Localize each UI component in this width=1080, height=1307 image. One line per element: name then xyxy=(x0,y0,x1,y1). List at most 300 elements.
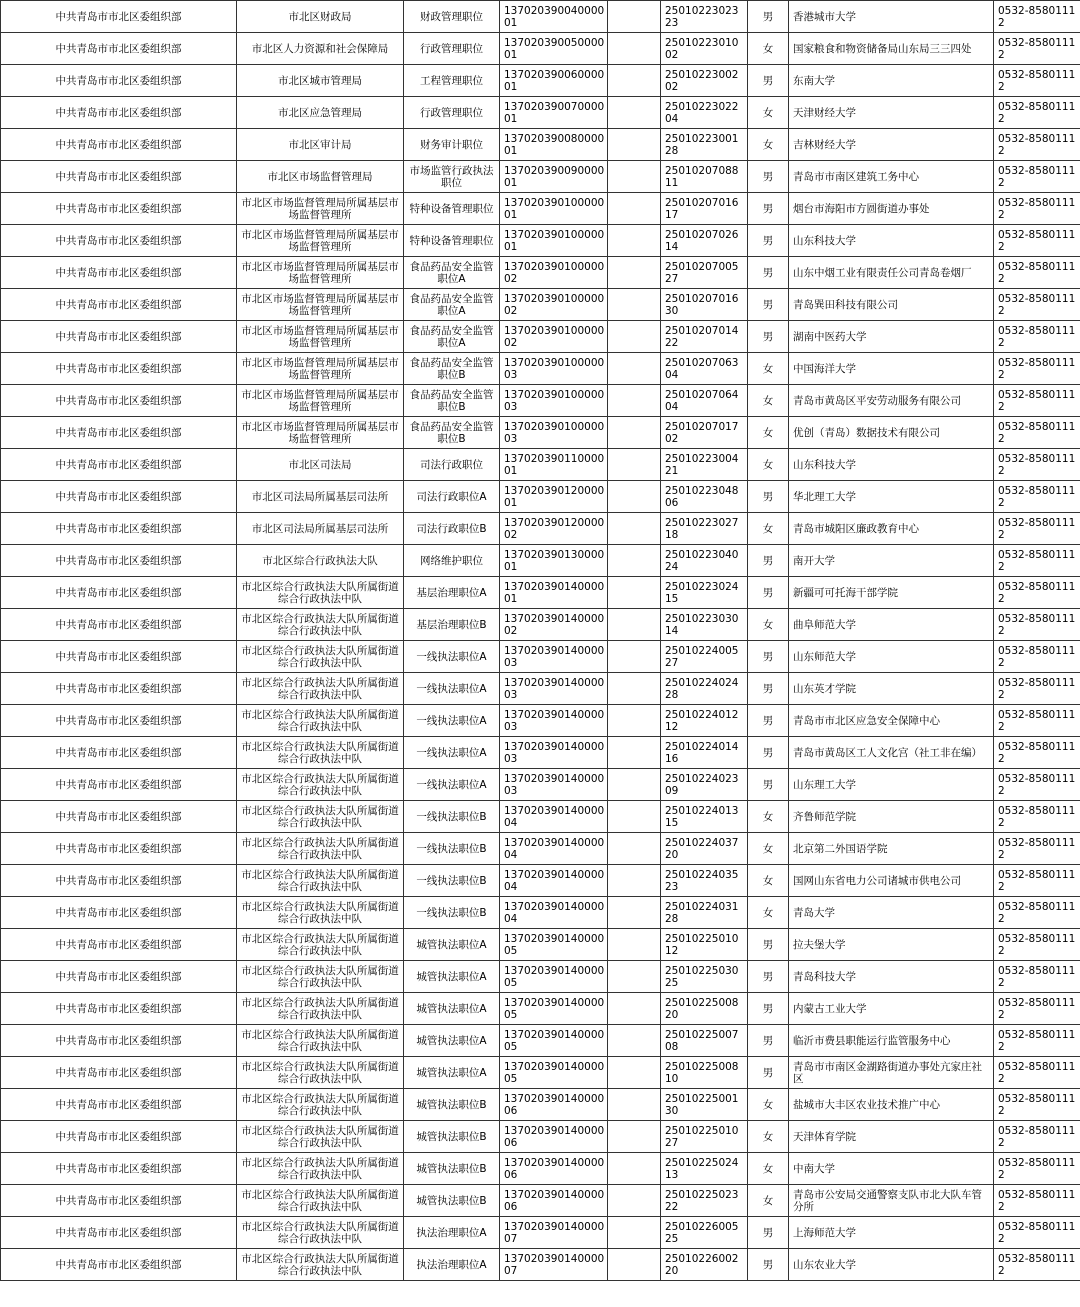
cell-contact-phone: 0532-85801112 xyxy=(994,385,1080,417)
cell-hiring-unit: 市北区市场监督管理局所属基层市场监督管理所 xyxy=(237,353,404,385)
cell-agency: 中共青岛市市北区委组织部 xyxy=(1,1121,237,1153)
table-row xyxy=(1,1089,1080,1121)
cell-position-name: 市场监管行政执法职位 xyxy=(404,161,500,193)
cell-exam-ticket: 2501022303014 xyxy=(661,609,748,641)
table-row xyxy=(1,641,1080,673)
table-row xyxy=(1,1153,1080,1185)
cell-position-name: 城管执法职位B xyxy=(404,1153,500,1185)
cell-contact-phone: 0532-85801112 xyxy=(994,1121,1080,1153)
cell-gender: 男 xyxy=(748,993,789,1025)
cell-gender: 女 xyxy=(748,385,789,417)
cell-empty xyxy=(608,1121,661,1153)
cell-position-code: 13702039013000001 xyxy=(500,545,608,577)
cell-hiring-unit: 市北区应急管理局 xyxy=(237,97,404,129)
cell-contact-phone: 0532-85801112 xyxy=(994,993,1080,1025)
cell-exam-ticket: 2501022500820 xyxy=(661,993,748,1025)
cell-position-name: 城管执法职位A xyxy=(404,1025,500,1057)
cell-empty xyxy=(608,545,661,577)
cell-gender: 女 xyxy=(748,129,789,161)
cell-position-code: 13702039014000005 xyxy=(500,993,608,1025)
table-row xyxy=(1,577,1080,609)
cell-exam-ticket: 2501022401416 xyxy=(661,737,748,769)
cell-gender: 男 xyxy=(748,705,789,737)
table-row xyxy=(1,1025,1080,1057)
cell-agency: 中共青岛市市北区委组织部 xyxy=(1,353,237,385)
cell-position-name: 城管执法职位A xyxy=(404,929,500,961)
cell-hiring-unit: 市北区市场监督管理局 xyxy=(237,161,404,193)
table-row xyxy=(1,289,1080,321)
cell-position-name: 一线执法职位A xyxy=(404,769,500,801)
cell-position-name: 一线执法职位B xyxy=(404,833,500,865)
cell-agency: 中共青岛市市北区委组织部 xyxy=(1,993,237,1025)
cell-contact-phone: 0532-85801112 xyxy=(994,1,1080,33)
cell-agency: 中共青岛市市北区委组织部 xyxy=(1,833,237,865)
cell-school-or-employer: 山东理工大学 xyxy=(789,769,994,801)
cell-gender: 男 xyxy=(748,1217,789,1249)
cell-hiring-unit: 市北区综合行政执法大队所属街道综合行政执法中队 xyxy=(237,1089,404,1121)
cell-exam-ticket: 2501020701422 xyxy=(661,321,748,353)
cell-exam-ticket: 2501022500708 xyxy=(661,1025,748,1057)
cell-empty xyxy=(608,801,661,833)
cell-school-or-employer: 青岛市市南区金湖路街道办事处亢家庄社区 xyxy=(789,1057,994,1089)
cell-gender: 男 xyxy=(748,225,789,257)
cell-agency: 中共青岛市市北区委组织部 xyxy=(1,481,237,513)
cell-exam-ticket: 2501022600220 xyxy=(661,1249,748,1281)
cell-position-code: 13702039010000002 xyxy=(500,321,608,353)
cell-position-name: 一线执法职位A xyxy=(404,705,500,737)
cell-agency: 中共青岛市市北区委组织部 xyxy=(1,513,237,545)
cell-contact-phone: 0532-85801112 xyxy=(994,417,1080,449)
cell-contact-phone: 0532-85801112 xyxy=(994,865,1080,897)
cell-agency: 中共青岛市市北区委组织部 xyxy=(1,577,237,609)
cell-exam-ticket: 2501022403720 xyxy=(661,833,748,865)
cell-gender: 男 xyxy=(748,289,789,321)
cell-exam-ticket: 2501022503025 xyxy=(661,961,748,993)
cell-school-or-employer: 东南大学 xyxy=(789,65,994,97)
cell-gender: 女 xyxy=(748,97,789,129)
cell-school-or-employer: 青岛大学 xyxy=(789,897,994,929)
cell-exam-ticket: 2501022501012 xyxy=(661,929,748,961)
cell-gender: 男 xyxy=(748,577,789,609)
cell-exam-ticket: 2501022304806 xyxy=(661,481,748,513)
cell-hiring-unit: 市北区综合行政执法大队所属街道综合行政执法中队 xyxy=(237,897,404,929)
cell-gender: 男 xyxy=(748,1,789,33)
cell-exam-ticket: 2501020708811 xyxy=(661,161,748,193)
cell-school-or-employer: 青岛市公安局交通警察支队市北大队车管分所 xyxy=(789,1185,994,1217)
table-row xyxy=(1,513,1080,545)
cell-exam-ticket: 2501022403128 xyxy=(661,897,748,929)
cell-school-or-employer: 内蒙古工业大学 xyxy=(789,993,994,1025)
cell-exam-ticket: 2501022401212 xyxy=(661,705,748,737)
cell-agency: 中共青岛市市北区委组织部 xyxy=(1,1089,237,1121)
cell-position-name: 城管执法职位A xyxy=(404,1057,500,1089)
cell-position-code: 13702039007000001 xyxy=(500,97,608,129)
cell-agency: 中共青岛市市北区委组织部 xyxy=(1,609,237,641)
cell-gender: 男 xyxy=(748,673,789,705)
cell-contact-phone: 0532-85801112 xyxy=(994,705,1080,737)
cell-empty xyxy=(608,417,661,449)
cell-empty xyxy=(608,289,661,321)
cell-contact-phone: 0532-85801112 xyxy=(994,33,1080,65)
cell-contact-phone: 0532-85801112 xyxy=(994,897,1080,929)
cell-contact-phone: 0532-85801112 xyxy=(994,193,1080,225)
cell-position-name: 一线执法职位B xyxy=(404,801,500,833)
cell-contact-phone: 0532-85801112 xyxy=(994,449,1080,481)
cell-contact-phone: 0532-85801112 xyxy=(994,353,1080,385)
cell-contact-phone: 0532-85801112 xyxy=(994,65,1080,97)
cell-position-code: 13702039009000001 xyxy=(500,161,608,193)
cell-position-name: 基层治理职位A xyxy=(404,577,500,609)
cell-hiring-unit: 市北区综合行政执法大队所属街道综合行政执法中队 xyxy=(237,993,404,1025)
cell-empty xyxy=(608,1089,661,1121)
cell-hiring-unit: 市北区综合行政执法大队所属街道综合行政执法中队 xyxy=(237,577,404,609)
cell-school-or-employer: 烟台市海阳市方圆街道办事处 xyxy=(789,193,994,225)
cell-contact-phone: 0532-85801112 xyxy=(994,1057,1080,1089)
cell-hiring-unit: 市北区综合行政执法大队所属街道综合行政执法中队 xyxy=(237,865,404,897)
cell-school-or-employer: 青岛巽田科技有限公司 xyxy=(789,289,994,321)
table-row xyxy=(1,129,1080,161)
cell-school-or-employer: 青岛市市南区建筑工务中心 xyxy=(789,161,994,193)
cell-exam-ticket: 2501020701630 xyxy=(661,289,748,321)
cell-empty xyxy=(608,769,661,801)
cell-school-or-employer: 上海师范大学 xyxy=(789,1217,994,1249)
cell-school-or-employer: 国家粮食和物资储备局山东局三三四处 xyxy=(789,33,994,65)
cell-hiring-unit: 市北区综合行政执法大队所属街道综合行政执法中队 xyxy=(237,641,404,673)
cell-gender: 男 xyxy=(748,929,789,961)
cell-exam-ticket: 2501020706404 xyxy=(661,385,748,417)
cell-contact-phone: 0532-85801112 xyxy=(994,97,1080,129)
cell-position-name: 食品药品安全监管职位B xyxy=(404,385,500,417)
cell-gender: 男 xyxy=(748,65,789,97)
cell-contact-phone: 0532-85801112 xyxy=(994,129,1080,161)
cell-empty xyxy=(608,1249,661,1281)
cell-position-code: 13702039014000006 xyxy=(500,1153,608,1185)
cell-contact-phone: 0532-85801112 xyxy=(994,225,1080,257)
cell-school-or-employer: 盐城市大丰区农业技术推广中心 xyxy=(789,1089,994,1121)
cell-contact-phone: 0532-85801112 xyxy=(994,1089,1080,1121)
cell-gender: 女 xyxy=(748,1121,789,1153)
cell-hiring-unit: 市北区综合行政执法大队所属街道综合行政执法中队 xyxy=(237,1121,404,1153)
cell-exam-ticket: 2501020701702 xyxy=(661,417,748,449)
cell-position-code: 13702039010000003 xyxy=(500,385,608,417)
cell-hiring-unit: 市北区综合行政执法大队 xyxy=(237,545,404,577)
cell-position-code: 13702039011000001 xyxy=(500,449,608,481)
cell-position-name: 城管执法职位A xyxy=(404,961,500,993)
cell-position-code: 13702039012000001 xyxy=(500,481,608,513)
cell-contact-phone: 0532-85801112 xyxy=(994,833,1080,865)
table-row xyxy=(1,161,1080,193)
cell-position-code: 13702039014000006 xyxy=(500,1185,608,1217)
table-row xyxy=(1,1185,1080,1217)
cell-agency: 中共青岛市市北区委组织部 xyxy=(1,417,237,449)
table-row xyxy=(1,193,1080,225)
cell-agency: 中共青岛市市北区委组织部 xyxy=(1,1185,237,1217)
cell-hiring-unit: 市北区综合行政执法大队所属街道综合行政执法中队 xyxy=(237,1153,404,1185)
cell-gender: 男 xyxy=(748,161,789,193)
cell-contact-phone: 0532-85801112 xyxy=(994,1217,1080,1249)
cell-exam-ticket: 2501022402309 xyxy=(661,769,748,801)
cell-empty xyxy=(608,385,661,417)
table-row xyxy=(1,705,1080,737)
cell-school-or-employer: 齐鲁师范学院 xyxy=(789,801,994,833)
cell-position-code: 13702039014000002 xyxy=(500,609,608,641)
cell-agency: 中共青岛市市北区委组织部 xyxy=(1,225,237,257)
cell-contact-phone: 0532-85801112 xyxy=(994,1153,1080,1185)
cell-exam-ticket: 2501022403523 xyxy=(661,865,748,897)
cell-hiring-unit: 市北区综合行政执法大队所属街道综合行政执法中队 xyxy=(237,801,404,833)
cell-exam-ticket: 2501022302323 xyxy=(661,1,748,33)
cell-agency: 中共青岛市市北区委组织部 xyxy=(1,97,237,129)
cell-empty xyxy=(608,321,661,353)
cell-empty xyxy=(608,1185,661,1217)
cell-contact-phone: 0532-85801112 xyxy=(994,321,1080,353)
cell-position-code: 13702039014000007 xyxy=(500,1217,608,1249)
table-row xyxy=(1,257,1080,289)
cell-position-code: 13702039014000005 xyxy=(500,1057,608,1089)
cell-gender: 男 xyxy=(748,481,789,513)
cell-agency: 中共青岛市市北区委组织部 xyxy=(1,929,237,961)
cell-empty xyxy=(608,481,661,513)
cell-position-name: 司法行政职位B xyxy=(404,513,500,545)
cell-school-or-employer: 临沂市费县职能运行监管服务中心 xyxy=(789,1025,994,1057)
cell-exam-ticket: 2501022300128 xyxy=(661,129,748,161)
cell-empty xyxy=(608,33,661,65)
cell-position-code: 13702039014000004 xyxy=(500,865,608,897)
cell-contact-phone: 0532-85801112 xyxy=(994,801,1080,833)
cell-empty xyxy=(608,1217,661,1249)
cell-school-or-employer: 曲阜师范大学 xyxy=(789,609,994,641)
cell-exam-ticket: 2501022401315 xyxy=(661,801,748,833)
cell-hiring-unit: 市北区综合行政执法大队所属街道综合行政执法中队 xyxy=(237,769,404,801)
cell-position-name: 网络维护职位 xyxy=(404,545,500,577)
cell-contact-phone: 0532-85801112 xyxy=(994,673,1080,705)
cell-school-or-employer: 南开大学 xyxy=(789,545,994,577)
cell-position-name: 城管执法职位B xyxy=(404,1089,500,1121)
cell-agency: 中共青岛市市北区委组织部 xyxy=(1,385,237,417)
cell-exam-ticket: 2501022402428 xyxy=(661,673,748,705)
table-row xyxy=(1,769,1080,801)
cell-empty xyxy=(608,353,661,385)
table-row xyxy=(1,1057,1080,1089)
table-row xyxy=(1,609,1080,641)
cell-position-name: 一线执法职位A xyxy=(404,641,500,673)
cell-school-or-employer: 山东科技大学 xyxy=(789,449,994,481)
cell-position-code: 13702039008000001 xyxy=(500,129,608,161)
cell-contact-phone: 0532-85801112 xyxy=(994,161,1080,193)
cell-contact-phone: 0532-85801112 xyxy=(994,1249,1080,1281)
cell-empty xyxy=(608,193,661,225)
cell-position-code: 13702039005000001 xyxy=(500,33,608,65)
cell-exam-ticket: 2501020700527 xyxy=(661,257,748,289)
table-row xyxy=(1,33,1080,65)
table-row xyxy=(1,545,1080,577)
table-row xyxy=(1,417,1080,449)
cell-position-name: 食品药品安全监管职位A xyxy=(404,321,500,353)
cell-empty xyxy=(608,993,661,1025)
cell-hiring-unit: 市北区市场监督管理局所属基层市场监督管理所 xyxy=(237,257,404,289)
cell-position-code: 13702039014000003 xyxy=(500,641,608,673)
cell-hiring-unit: 市北区综合行政执法大队所属街道综合行政执法中队 xyxy=(237,1025,404,1057)
cell-school-or-employer: 华北理工大学 xyxy=(789,481,994,513)
cell-empty xyxy=(608,737,661,769)
table-row xyxy=(1,449,1080,481)
cell-school-or-employer: 吉林财经大学 xyxy=(789,129,994,161)
table-row xyxy=(1,673,1080,705)
cell-empty xyxy=(608,1,661,33)
cell-gender: 女 xyxy=(748,1089,789,1121)
cell-contact-phone: 0532-85801112 xyxy=(994,641,1080,673)
cell-hiring-unit: 市北区司法局所属基层司法所 xyxy=(237,481,404,513)
cell-contact-phone: 0532-85801112 xyxy=(994,737,1080,769)
cell-position-code: 13702039014000003 xyxy=(500,705,608,737)
cell-position-code: 13702039014000005 xyxy=(500,961,608,993)
cell-position-code: 13702039014000005 xyxy=(500,929,608,961)
table-row xyxy=(1,225,1080,257)
cell-position-code: 13702039010000001 xyxy=(500,225,608,257)
cell-empty xyxy=(608,929,661,961)
table-row xyxy=(1,321,1080,353)
cell-position-code: 13702039014000003 xyxy=(500,673,608,705)
table-row xyxy=(1,961,1080,993)
cell-hiring-unit: 市北区市场监督管理局所属基层市场监督管理所 xyxy=(237,385,404,417)
cell-agency: 中共青岛市市北区委组织部 xyxy=(1,673,237,705)
cell-empty xyxy=(608,609,661,641)
table-row xyxy=(1,1121,1080,1153)
cell-school-or-employer: 青岛市城阳区廉政教育中心 xyxy=(789,513,994,545)
cell-empty xyxy=(608,97,661,129)
cell-empty xyxy=(608,1153,661,1185)
cell-contact-phone: 0532-85801112 xyxy=(994,481,1080,513)
cell-hiring-unit: 市北区综合行政执法大队所属街道综合行政执法中队 xyxy=(237,961,404,993)
cell-hiring-unit: 市北区市场监督管理局所属基层市场监督管理所 xyxy=(237,289,404,321)
cell-agency: 中共青岛市市北区委组织部 xyxy=(1,449,237,481)
cell-hiring-unit: 市北区综合行政执法大队所属街道综合行政执法中队 xyxy=(237,609,404,641)
cell-school-or-employer: 天津体育学院 xyxy=(789,1121,994,1153)
cell-gender: 女 xyxy=(748,417,789,449)
cell-empty xyxy=(608,257,661,289)
cell-hiring-unit: 市北区综合行政执法大队所属街道综合行政执法中队 xyxy=(237,1057,404,1089)
cell-gender: 男 xyxy=(748,961,789,993)
cell-position-code: 13702039010000003 xyxy=(500,417,608,449)
cell-position-name: 食品药品安全监管职位A xyxy=(404,257,500,289)
cell-school-or-employer: 北京第二外国语学院 xyxy=(789,833,994,865)
cell-hiring-unit: 市北区审计局 xyxy=(237,129,404,161)
table-row xyxy=(1,65,1080,97)
cell-position-code: 13702039004000001 xyxy=(500,1,608,33)
cell-position-name: 执法治理职位A xyxy=(404,1217,500,1249)
table-row xyxy=(1,801,1080,833)
table-body xyxy=(1,1,1080,1281)
cell-empty xyxy=(608,513,661,545)
cell-position-code: 13702039012000002 xyxy=(500,513,608,545)
cell-agency: 中共青岛市市北区委组织部 xyxy=(1,161,237,193)
cell-exam-ticket: 2501022302718 xyxy=(661,513,748,545)
table-row xyxy=(1,385,1080,417)
cell-contact-phone: 0532-85801112 xyxy=(994,257,1080,289)
cell-hiring-unit: 市北区人力资源和社会保障局 xyxy=(237,33,404,65)
cell-gender: 女 xyxy=(748,801,789,833)
cell-position-name: 财务审计职位 xyxy=(404,129,500,161)
cell-hiring-unit: 市北区综合行政执法大队所属街道综合行政执法中队 xyxy=(237,833,404,865)
cell-position-code: 13702039010000003 xyxy=(500,353,608,385)
cell-agency: 中共青岛市市北区委组织部 xyxy=(1,705,237,737)
cell-agency: 中共青岛市市北区委组织部 xyxy=(1,321,237,353)
cell-hiring-unit: 市北区司法局 xyxy=(237,449,404,481)
cell-position-code: 13702039014000004 xyxy=(500,801,608,833)
cell-hiring-unit: 市北区综合行政执法大队所属街道综合行政执法中队 xyxy=(237,929,404,961)
cell-position-name: 行政管理职位 xyxy=(404,33,500,65)
cell-agency: 中共青岛市市北区委组织部 xyxy=(1,801,237,833)
cell-hiring-unit: 市北区财政局 xyxy=(237,1,404,33)
cell-agency: 中共青岛市市北区委组织部 xyxy=(1,289,237,321)
cell-exam-ticket: 2501022502413 xyxy=(661,1153,748,1185)
cell-agency: 中共青岛市市北区委组织部 xyxy=(1,1153,237,1185)
cell-contact-phone: 0532-85801112 xyxy=(994,545,1080,577)
cell-agency: 中共青岛市市北区委组织部 xyxy=(1,1217,237,1249)
cell-school-or-employer: 新疆可可托海干部学院 xyxy=(789,577,994,609)
cell-position-code: 13702039014000003 xyxy=(500,769,608,801)
cell-position-name: 基层治理职位B xyxy=(404,609,500,641)
cell-agency: 中共青岛市市北区委组织部 xyxy=(1,1249,237,1281)
cell-gender: 女 xyxy=(748,33,789,65)
table-row xyxy=(1,97,1080,129)
cell-position-name: 工程管理职位 xyxy=(404,65,500,97)
cell-school-or-employer: 山东师范大学 xyxy=(789,641,994,673)
cell-agency: 中共青岛市市北区委组织部 xyxy=(1,897,237,929)
cell-agency: 中共青岛市市北区委组织部 xyxy=(1,257,237,289)
cell-gender: 女 xyxy=(748,609,789,641)
cell-hiring-unit: 市北区市场监督管理局所属基层市场监督管理所 xyxy=(237,321,404,353)
cell-hiring-unit: 市北区综合行政执法大队所属街道综合行政执法中队 xyxy=(237,1249,404,1281)
cell-position-code: 13702039010000002 xyxy=(500,257,608,289)
cell-agency: 中共青岛市市北区委组织部 xyxy=(1,769,237,801)
table-row xyxy=(1,1217,1080,1249)
cell-position-code: 13702039014000007 xyxy=(500,1249,608,1281)
cell-school-or-employer: 山东中烟工业有限责任公司青岛卷烟厂 xyxy=(789,257,994,289)
cell-agency: 中共青岛市市北区委组织部 xyxy=(1,545,237,577)
cell-position-code: 13702039014000006 xyxy=(500,1121,608,1153)
cell-empty xyxy=(608,641,661,673)
cell-gender: 男 xyxy=(748,321,789,353)
cell-gender: 女 xyxy=(748,449,789,481)
cell-position-name: 城管执法职位A xyxy=(404,993,500,1025)
cell-hiring-unit: 市北区综合行政执法大队所属街道综合行政执法中队 xyxy=(237,705,404,737)
cell-contact-phone: 0532-85801112 xyxy=(994,609,1080,641)
cell-exam-ticket: 2501022302204 xyxy=(661,97,748,129)
cell-agency: 中共青岛市市北区委组织部 xyxy=(1,65,237,97)
cell-gender: 男 xyxy=(748,641,789,673)
cell-position-name: 城管执法职位B xyxy=(404,1185,500,1217)
cell-gender: 男 xyxy=(748,1249,789,1281)
cell-position-code: 13702039014000005 xyxy=(500,1025,608,1057)
cell-empty xyxy=(608,129,661,161)
cell-hiring-unit: 市北区综合行政执法大队所属街道综合行政执法中队 xyxy=(237,737,404,769)
cell-contact-phone: 0532-85801112 xyxy=(994,961,1080,993)
cell-exam-ticket: 2501022302415 xyxy=(661,577,748,609)
cell-position-name: 行政管理职位 xyxy=(404,97,500,129)
cell-contact-phone: 0532-85801112 xyxy=(994,1185,1080,1217)
table-row xyxy=(1,1249,1080,1281)
cell-gender: 女 xyxy=(748,897,789,929)
cell-agency: 中共青岛市市北区委组织部 xyxy=(1,1057,237,1089)
cell-position-name: 执法治理职位A xyxy=(404,1249,500,1281)
cell-agency: 中共青岛市市北区委组织部 xyxy=(1,193,237,225)
cell-school-or-employer: 中国海洋大学 xyxy=(789,353,994,385)
cell-exam-ticket: 2501022300202 xyxy=(661,65,748,97)
cell-agency: 中共青岛市市北区委组织部 xyxy=(1,1025,237,1057)
cell-empty xyxy=(608,1057,661,1089)
cell-gender: 男 xyxy=(748,1025,789,1057)
